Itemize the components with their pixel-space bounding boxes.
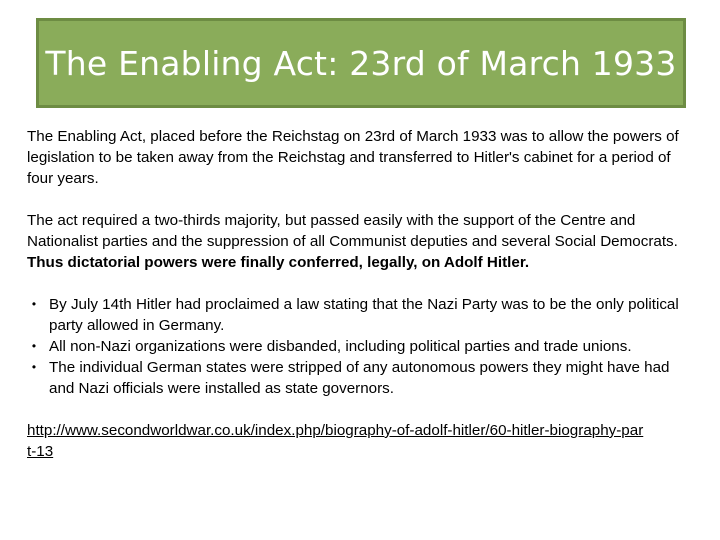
paragraph-majority	[27, 210, 693, 273]
source-link[interactable]: http://www.secondworldwar.co.uk/index.php/biography-of-adolf-hitler/60-hitler-biography-part-13	[27, 422, 644, 460]
paragraph-majority-text: The act required a two-thirds majority, but passed easily with the support of the Centre and Nationalist parties and the suppression of all Communist deputies and several Social Democrats.	[27, 212, 678, 250]
bullet-item	[27, 294, 693, 336]
bullet-dot-icon: •	[31, 339, 37, 353]
title-banner	[36, 18, 686, 108]
slide-body	[27, 126, 693, 462]
paragraph-majority-bold-text: Thus dictatorial powers were finally conferred, legally, on Adolf Hitler.	[27, 254, 530, 271]
bullet-item	[27, 357, 693, 399]
bullet-dot-icon: •	[31, 297, 37, 311]
bullet-item	[27, 336, 693, 357]
bullet-text: By July 14th Hitler had proclaimed a law stating that the Nazi Party was to be the only political party allowed in Germany.	[49, 296, 679, 334]
bullet-list	[27, 294, 693, 399]
bullet-text: All non-Nazi organizations were disbanded, including political parties and trade unions.	[49, 338, 632, 355]
bullet-text: The individual German states were stripped of any autonomous powers they might have had and Nazi officials were installed as state governors.	[49, 359, 670, 397]
paragraph-enabling-act: The Enabling Act, placed before the Reichstag on 23rd of March 1933 was to allow the powers of legislation to be taken away from the Reichstag and transferred to Hitler's cabinet for a period of four years.	[27, 128, 679, 187]
bullet-dot-icon: •	[31, 360, 37, 374]
slide-title: The Enabling Act: 23rd of March 1933	[45, 43, 677, 83]
